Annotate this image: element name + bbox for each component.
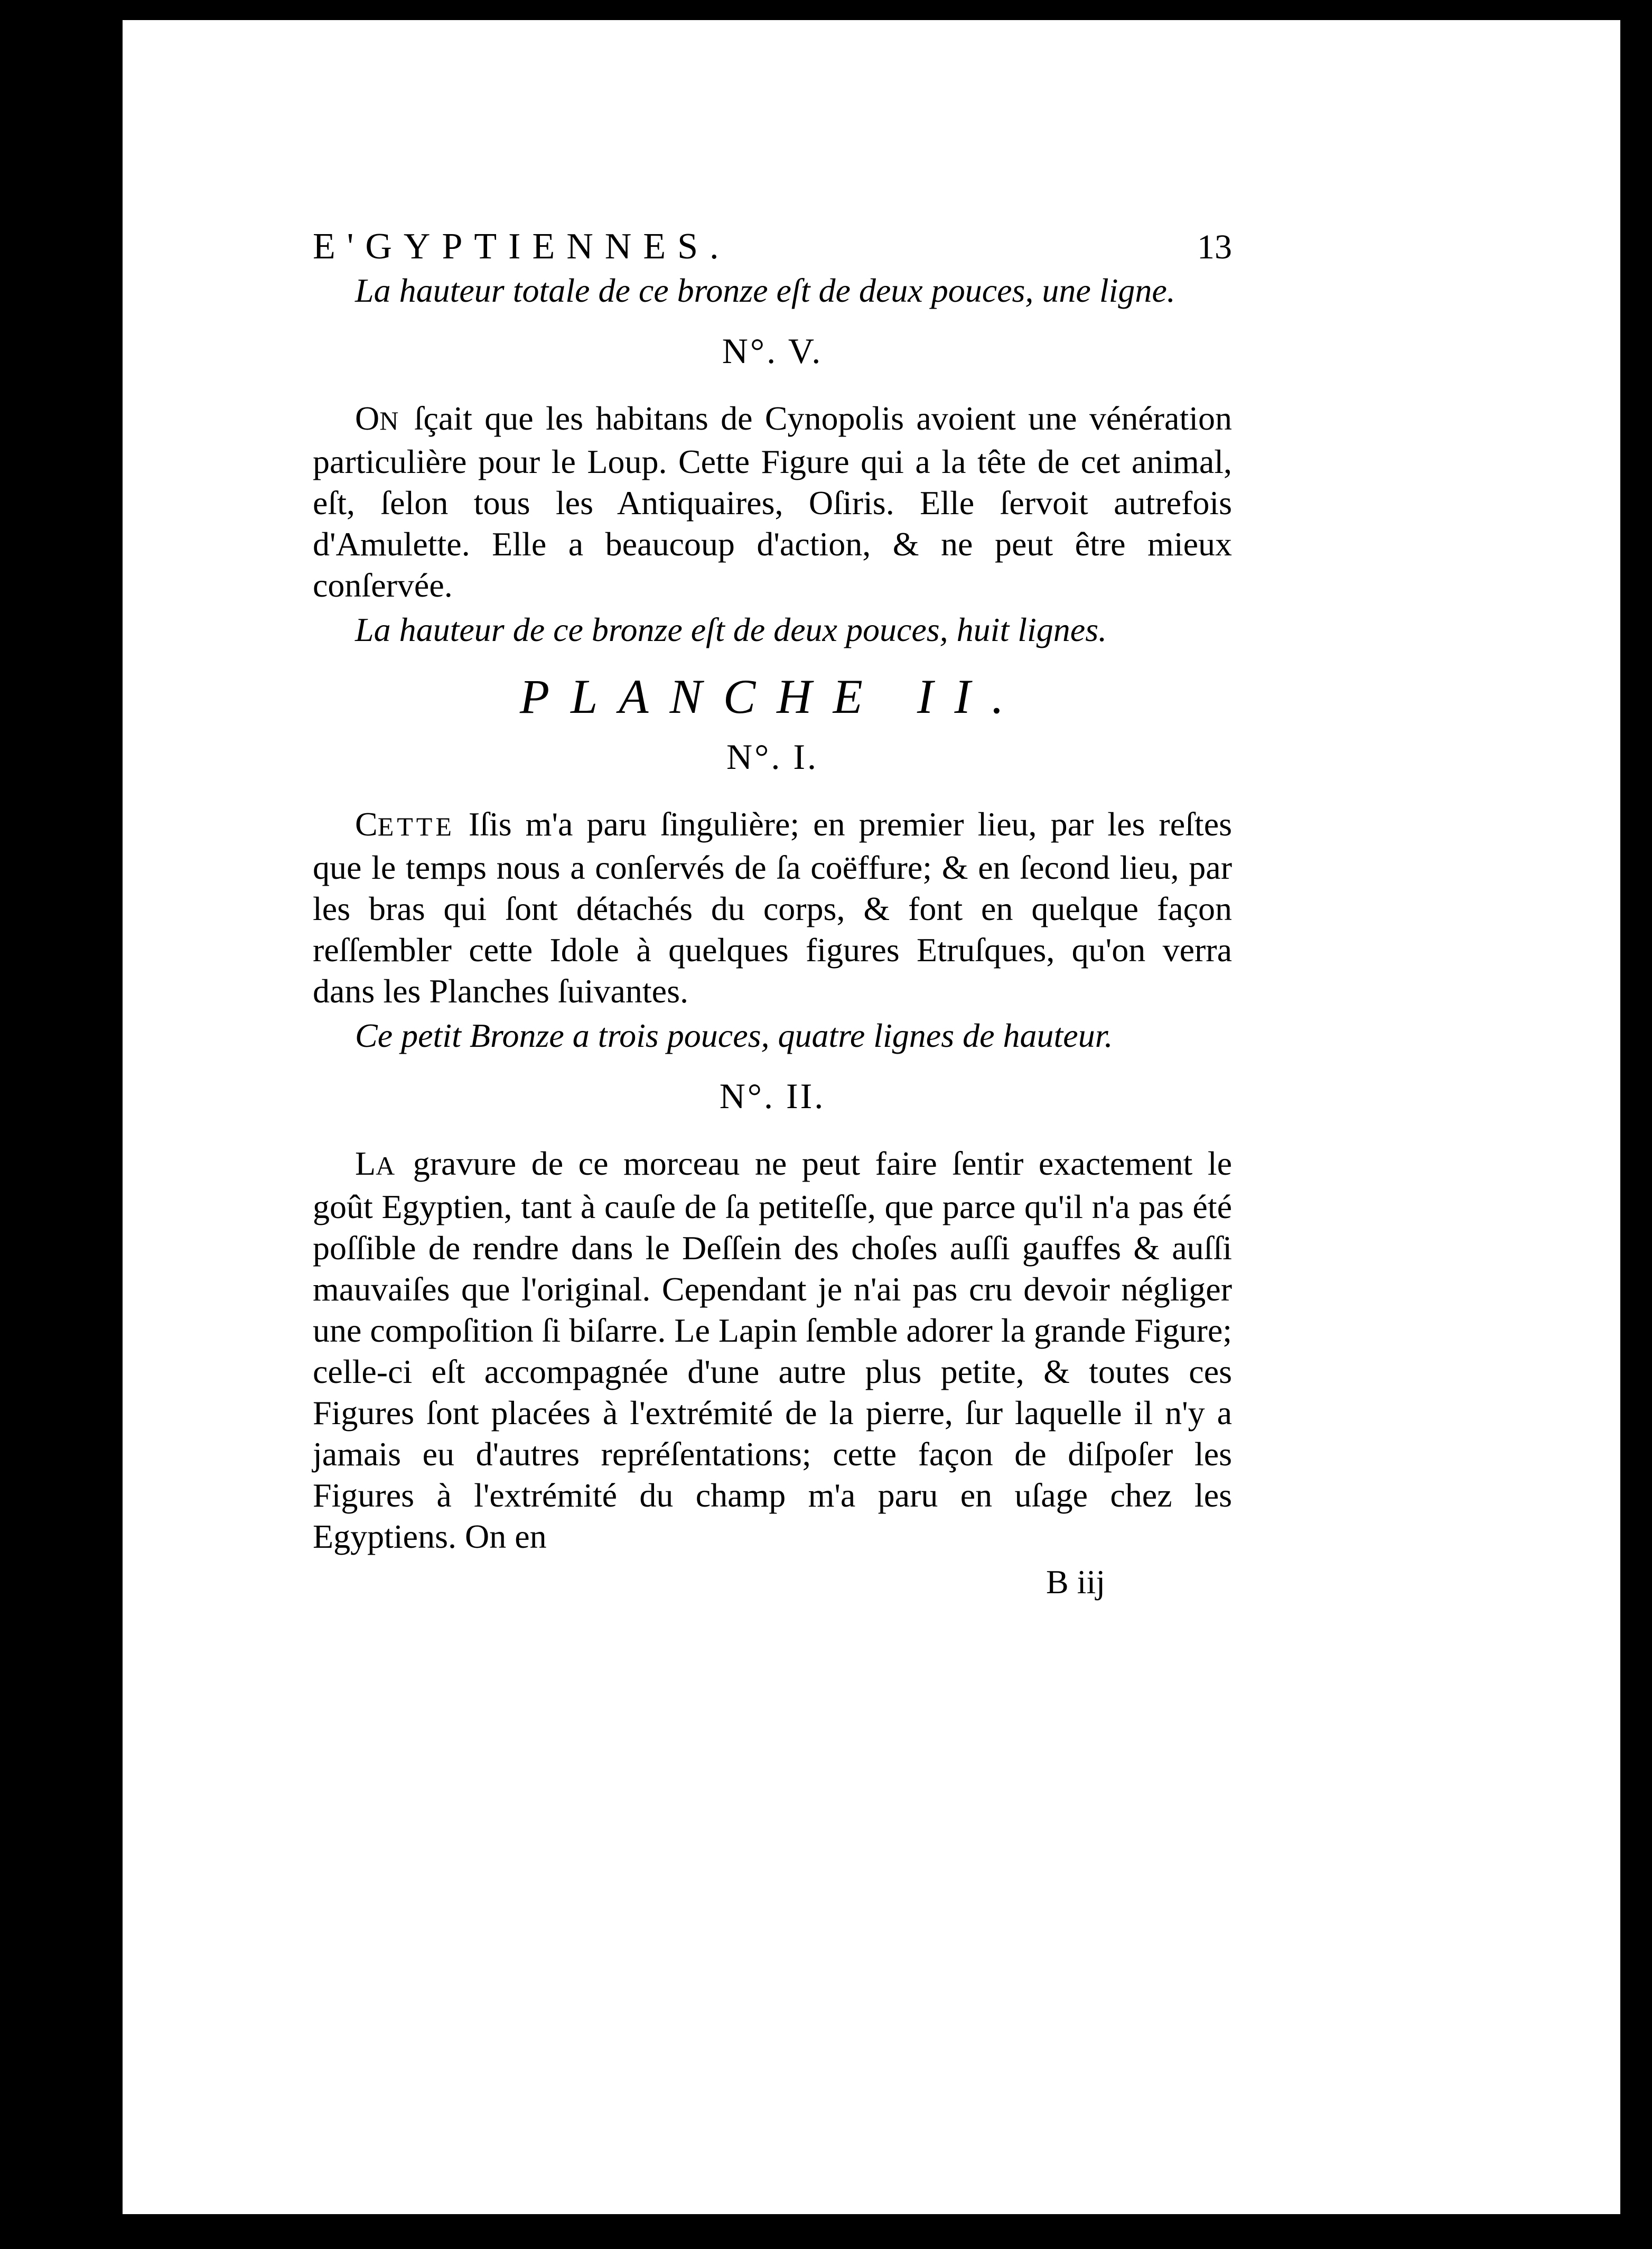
section-5-paragraph (313, 398, 1232, 606)
signature-mark: B iij (1046, 1563, 1105, 1601)
small-caps-word: A (376, 1151, 398, 1181)
plate-2-heading-2: N°. II. (719, 1076, 826, 1116)
initial-letter: C (355, 805, 378, 843)
book-page (123, 20, 1620, 2214)
text-column (313, 226, 1232, 1603)
paragraph-text: gravure de ce morceau ne peut faire ſentir exactement le goût Egyptien, tant à cauſe de ſa petiteſſe, que parce qu'il n'a pas été poſſible de rendre dans le Deſſein des choſes auſſi gauffes & auſſi mauvaiſes que l'original. Cependant je n'ai pas cru devoir négliger une compoſition ſi biſarre. Le Lapin ſemble adorer la grande Figure; celle-ci eſt accompagnée d'une autre plus petite, & toutes ces Figures ſont placées à l'extrémité de la pierre, ſur laquelle il n'y a jamais eu d'autres repréſentations; cette façon de diſpoſer les Figures à l'extrémité du champ m'a paru en uſage chez les Egyptiens. On en (313, 1145, 1232, 1555)
plate-heading: PLANCHE II. (519, 670, 1025, 723)
paragraph-text: Iſis m'a paru ſingulière; en premier lieu, par les reſtes que le temps nous a conſervés de ſa coëffure; & en ſecond lieu, par les bras qui ſont détachés du corps, & font en quelque façon reſſembler cette Idole à quelques figures Etruſques, qu'on verra dans les Planches ſuivantes. (313, 805, 1232, 1010)
section-heading-5: N°. V. (722, 331, 823, 371)
running-header (313, 226, 1232, 268)
small-caps-word: ETTE (377, 812, 455, 841)
small-caps-word: N (379, 406, 402, 435)
running-title: E'GYPTIENNES. (313, 226, 731, 267)
section-4-height-note: La hauteur totale de ce bronze eſt de deux pouces, une ligne. (355, 272, 1175, 309)
plate-2-no-1-paragraph (313, 804, 1232, 1012)
initial-letter: O (355, 399, 380, 437)
plate-2-no-1-height-note: Ce petit Bronze a trois pouces, quatre lignes de hauteur. (355, 1017, 1113, 1054)
initial-letter: L (355, 1145, 376, 1182)
paragraph-text: ſçait que les habitans de Cynopolis avoient une vénération particulière pour le Loup. Cette Figure qui a la tête de cet animal, eſt, ſelon tous les Antiquaires, Oſiris. Elle ſervoit autrefois d'Amulette. Elle a beaucoup d'action, & ne peut être mieux conſervée. (313, 399, 1232, 604)
plate-2-no-2-paragraph (313, 1143, 1232, 1557)
section-5-height-note: La hauteur de ce bronze eſt de deux pouces, huit lignes. (355, 611, 1107, 648)
plate-2-heading-1: N°. I. (726, 737, 818, 777)
page-number: 13 (1197, 228, 1232, 266)
